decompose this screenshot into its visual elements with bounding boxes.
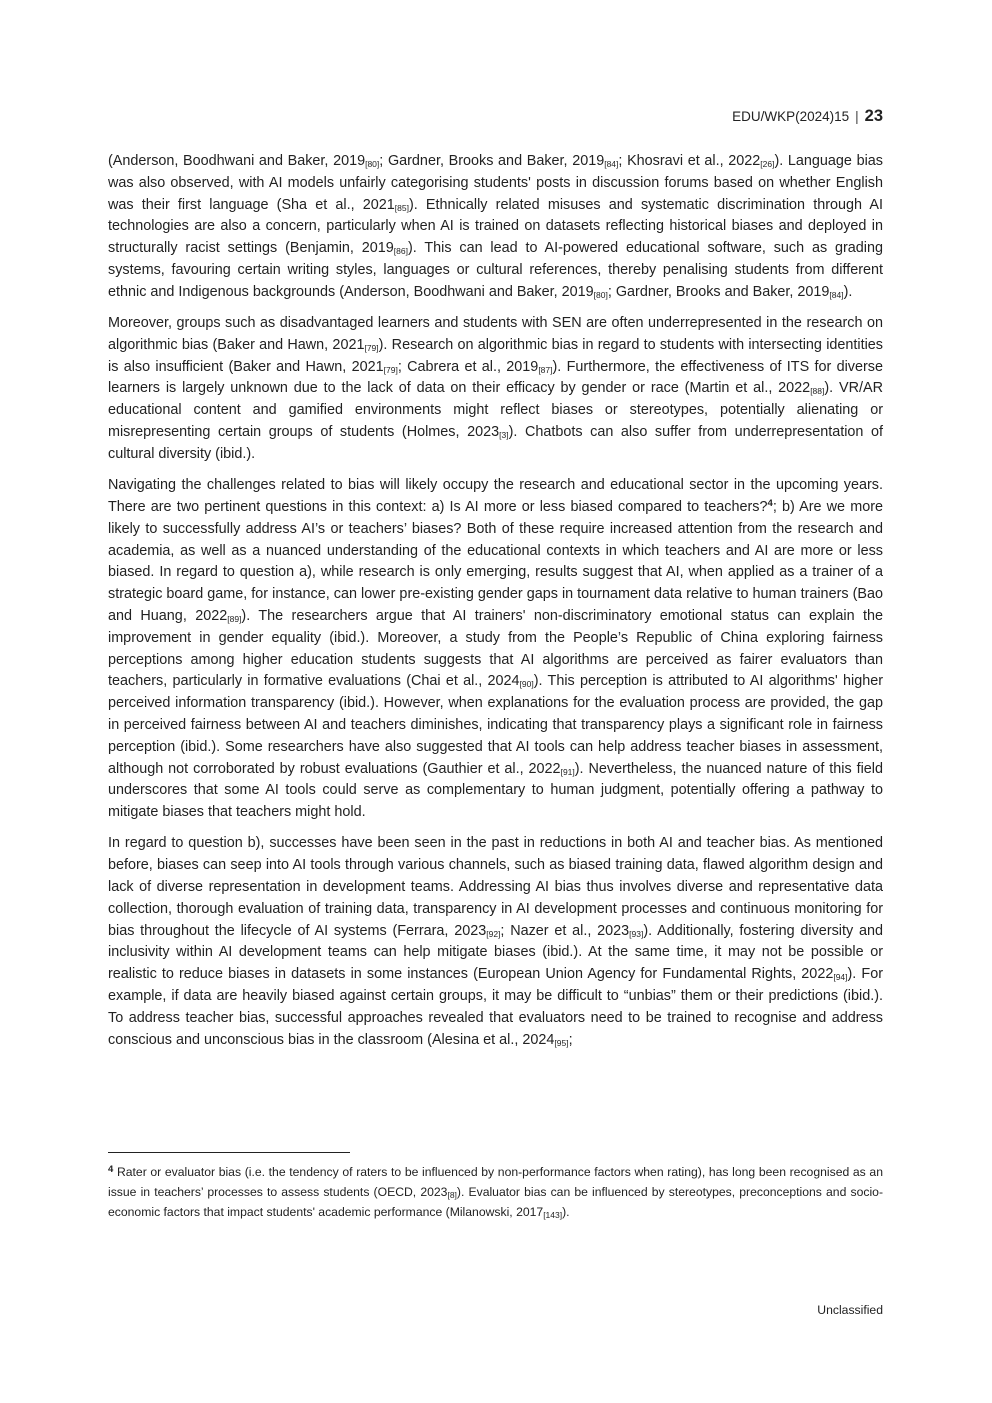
- reference-marker: [84]: [829, 289, 844, 300]
- main-text: [108, 151, 883, 1061]
- text-run: ; Khosravi et al., 2022: [618, 153, 761, 169]
- text-run: Navigating the challenges related to bias will likely occupy the research and educational sector in the upcoming years. There are two pertinent questions in this context: a) Is AI more or less biased compared to teachers?: [108, 477, 883, 515]
- reference-marker: [85]: [394, 202, 409, 213]
- text-run: ).: [843, 283, 853, 300]
- reference-marker: [79]: [364, 342, 379, 353]
- text-run: ; Gardner, Brooks and Baker, 2019: [379, 153, 605, 169]
- text-run: ). The researchers argue that AI trainers' non-discriminatory emotional status can explain the improvement in gender equality (ibid.). Moreover, a study from the People’s Republic of China exploring fairness perceptions among higher education students suggests that AI algorithms are perceived as fairer evaluators than teachers, particularly in formative evaluations (Chai et al., 2024: [108, 607, 883, 690]
- paragraph: [108, 833, 883, 1051]
- text-run: ).: [562, 1205, 570, 1220]
- reference-marker: [93]: [629, 928, 644, 939]
- text-run: ). Ethnically related misuses and systematic discrimination through AI technologies are also a concern, particularly when AI is trained on datasets reflecting historical biases and deployed in structurally racist settings (Benjamin, 2019: [108, 196, 883, 257]
- text-run: ). This perception is attributed to AI algorithms' higher perceived information transparency (ibid.). However, when explanations for the evaluation process are provided, the gap in perceived fairness between AI and teachers diminishes, indicating that transparency plays a significant role in fairness perception (ibid.). Some researchers have also suggested that AI tools can help address teacher biases in assessment, although not corroborated by robust evaluations (Gauthier et al., 2022: [108, 673, 883, 777]
- reference-marker: [92]: [486, 928, 501, 939]
- reference-marker: [143]: [543, 1210, 563, 1221]
- text-run: ; Gardner, Brooks and Baker, 2019: [607, 283, 830, 300]
- reference-marker: [91]: [560, 766, 575, 777]
- reference-marker: [8]: [447, 1190, 457, 1201]
- reference-marker: [79]: [383, 364, 398, 375]
- text-run: ). Evaluator bias can be influenced by stereotypes, preconceptions and socio-economic factors that impact students' academic performance (Milanowski, 2017: [108, 1185, 884, 1220]
- text-run: ). Language bias was also observed, with AI models unfairly categorising students' posts in discussion forums based on whether English was their first language (Sha et al., 2021: [108, 153, 883, 213]
- reference-marker: [88]: [810, 386, 825, 397]
- text-run: ). This can lead to AI-powered educational software, such as grading systems, favouring certain writing styles, languages or cultural references, thereby penalising students from different ethnic and Indigenous backgrounds (Anderson, Boodhwani and Baker, 2019: [108, 240, 883, 300]
- reference-marker: [80]: [593, 289, 608, 300]
- text-run: ). For example, if data are heavily biased against certain groups, it may be difficult to “unbias” them or their predictions (ibid.). To address teacher bias, successful approaches revealed that evaluators need to be trained to recognise and address conscious and unconscious bias in the classroom (Alesina et al., 2024: [108, 966, 883, 1048]
- text-run: ; Nazer et al., 2023: [500, 922, 630, 939]
- text-run: ;: [568, 1031, 573, 1048]
- page-header: [732, 106, 883, 127]
- text-run: ). Additionally, fostering diversity and inclusivity within AI development teams can help mitigate biases (ibid.). At the same time, it may not be possible or realistic to reduce biases in datasets in some instances (European Union Agency for Fundamental Rights, 2022: [108, 922, 883, 983]
- text-run: ). Nevertheless, the nuanced nature of this field underscores that some AI tools could serve as complementary to human judgment, potentially offering a pathway to mitigate biases that teachers might hold.: [108, 760, 884, 821]
- reference-marker: [84]: [604, 159, 619, 169]
- text-run: ). Chatbots can also suffer from underrepresentation of cultural diversity (ibid.).: [108, 424, 883, 462]
- text-run: Rater or evaluator bias (i.e. the tendency of raters to be influenced by non-performance factors when rating), has long been recognised as an issue in teachers’ processes to assess students (OECD, 2023: [108, 1165, 883, 1200]
- reference-marker: [26]: [760, 159, 775, 169]
- reference-marker: [94]: [833, 972, 848, 983]
- text-run: ). VR/AR educational content and gamified environments might reflect biases or stereotypes, potentially alienating or misrepresenting certain groups of students (Holmes, 2023: [108, 380, 883, 441]
- reference-marker: [95]: [554, 1037, 569, 1048]
- paragraph: [108, 151, 883, 304]
- paragraph: [108, 313, 883, 466]
- text-run: ; Cabrera et al., 2019: [397, 358, 539, 375]
- reference-marker: [86]: [393, 246, 408, 257]
- classification-label: Unclassified: [817, 1303, 883, 1317]
- header-separator: |: [855, 109, 859, 124]
- paragraph: [108, 475, 883, 824]
- text-run: ). Research on algorithmic bias in regard to students with intersecting identities is also insufficient (Baker and Hawn, 2021: [108, 336, 883, 375]
- document-id: EDU/WKP(2024)15: [732, 109, 850, 124]
- reference-marker: [80]: [365, 159, 380, 169]
- footnote-marker: 4: [108, 1164, 114, 1175]
- reference-marker: [90]: [519, 679, 534, 690]
- text-run: In regard to question b), successes have been seen in the past in reductions in both AI and teacher bias. As mentioned before, biases can seep into AI tools through various channels, such as biased training data, flawed algorithm design and lack of diverse representation in development teams. Addressing AI bias thus involves diverse and representative data collection, thorough evaluation of training data, transparency in AI development processes and continuous monitoring for bias throughout the lifecycle of AI systems (Ferrara, 2023: [108, 835, 883, 939]
- footnote-separator: [108, 1152, 350, 1153]
- text-run: (Anderson, Boodhwani and Baker, 2019: [108, 153, 366, 169]
- text-run: ). Furthermore, the effectiveness of ITS for diverse learners is largely unknown due to the lack of data on their efficacy by gender or race (Martin et al., 2022: [108, 358, 883, 397]
- reference-marker: [3]: [499, 430, 509, 441]
- reference-marker: [89]: [227, 613, 242, 624]
- footnote-marker: 4: [767, 497, 773, 509]
- footnote: [108, 1162, 883, 1223]
- text-run: ; b) Are we more likely to successfully address AI’s or teachers’ biases? Both of these require increased attention from the research and academia, as well as a nuanced understanding of the educational contexts in which teachers and AI are more or less biased. In regard to question a), while research is only emerging, results suggest that AI, when applied as a trainer of a strategic board game, for instance, can lower pre-existing gender gaps in tournament data relative to human trainers (Bao and Huang, 2022: [108, 498, 883, 624]
- reference-marker: [87]: [538, 364, 553, 375]
- text-run: Moreover, groups such as disadvantaged learners and students with SEN are often underrepresented in the research on algorithmic bias (Baker and Hawn, 2021: [108, 315, 883, 353]
- page-number: 23: [864, 107, 883, 125]
